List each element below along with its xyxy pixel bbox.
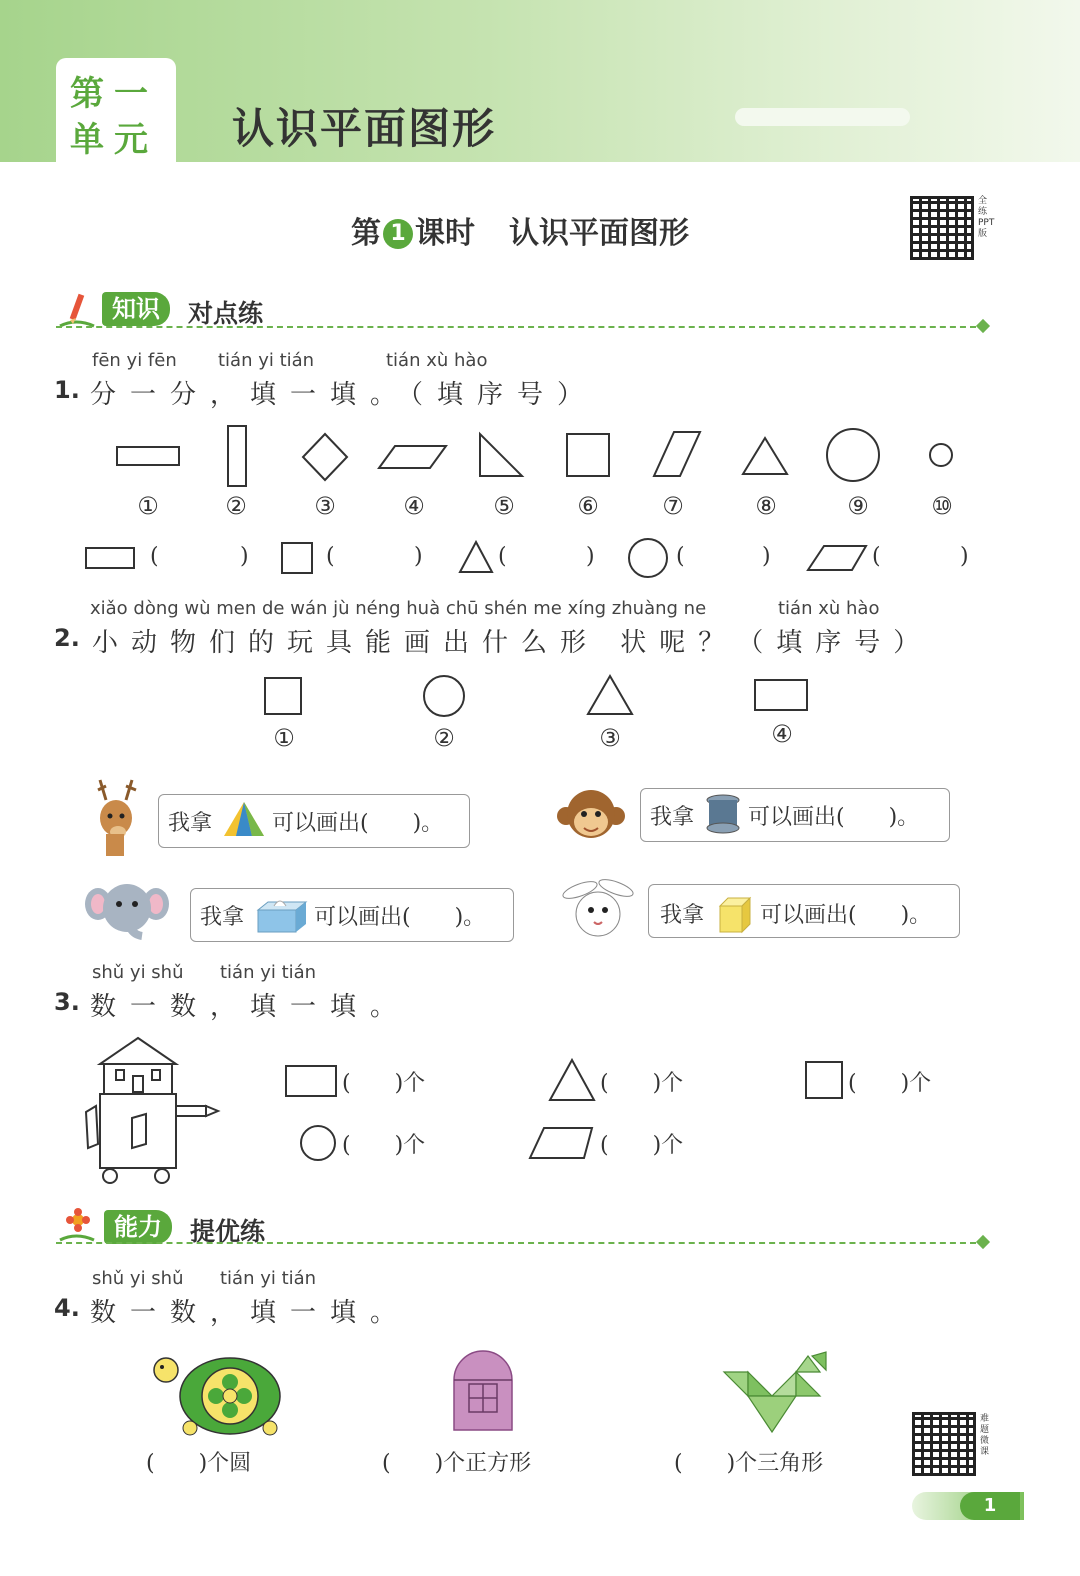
shape-5-triangle — [480, 434, 522, 476]
q3-rectangle-icon — [286, 1066, 336, 1096]
q1-blank-1-close[interactable]: ) — [240, 544, 249, 569]
q2-pinyin-1: xiǎo dòng wù men de wán jù néng huà chū shén me xíng zhuàng ne — [90, 598, 707, 619]
page-number: 1 — [960, 1492, 1020, 1520]
section-knowledge-text: 对点练 — [188, 299, 264, 328]
answer-square-icon — [282, 543, 312, 573]
pyramid-toy-icon — [222, 800, 266, 840]
cube-toy-icon — [716, 896, 754, 936]
q3-circle-icon — [301, 1126, 335, 1160]
q1-label-3: ③ — [314, 492, 336, 520]
q1-pinyin-1: fēn yi fēn — [92, 350, 177, 371]
q3-square-icon — [806, 1062, 842, 1098]
q1-blank-5-close[interactable]: ) — [960, 544, 969, 569]
flower-book-icon — [56, 1206, 100, 1246]
q3-pinyin-2: tián yi tián — [220, 962, 317, 983]
unit-label-line2: 单元 — [70, 120, 158, 160]
q1-blank-2-open: ( — [326, 544, 335, 569]
unit-label-line1: 第一 — [70, 74, 158, 114]
q1-pinyin-3: tián xù hào — [386, 350, 488, 371]
spool-toy-icon — [704, 794, 742, 834]
q1-label-2: ② — [225, 492, 247, 520]
section-knowledge-pill: 知识 — [102, 292, 170, 326]
qr-top-label: 全练PPT版 — [978, 196, 995, 239]
turtle-figure — [150, 1352, 284, 1438]
elephant-bubble-end[interactable]: 可以画出( )。 — [314, 905, 486, 930]
q1-number: 1. — [54, 376, 80, 404]
q2-circle — [424, 676, 464, 716]
q1-answer-shapes — [80, 532, 940, 582]
q4-blank-square[interactable]: ( )个正方形 — [382, 1451, 532, 1476]
shape-1-rectangle — [117, 447, 179, 465]
q1-blank-3-open: ( — [498, 544, 507, 569]
section-divider-2 — [56, 1242, 976, 1244]
q3-blank-parallelogram[interactable]: ( )个 — [600, 1133, 684, 1158]
q2-rectangle — [755, 680, 807, 710]
answer-circle-icon — [629, 539, 667, 577]
lesson-prefix: 第 — [351, 216, 381, 251]
shape-9-circle — [827, 429, 879, 481]
lesson-title — [0, 208, 1040, 252]
lesson-number: 1 — [383, 219, 413, 249]
q1-label-7: ⑦ — [662, 492, 684, 520]
unit-title: 认识平面图形 — [232, 104, 497, 153]
q1-blank-3-close[interactable]: ) — [586, 544, 595, 569]
rabbit-icon — [560, 874, 636, 944]
tissue-box-icon — [256, 896, 308, 936]
q2-shapes — [250, 668, 830, 724]
q1-label-8: ⑧ — [755, 492, 777, 520]
qr-code-bottom[interactable] — [912, 1412, 976, 1476]
q3-text: 数一数，填一填。 — [90, 992, 411, 1022]
q1-blank-4-open: ( — [676, 544, 685, 569]
q1-blank-2-close[interactable]: ) — [414, 544, 423, 569]
monkey-icon — [556, 786, 626, 848]
section-ability-pill: 能力 — [104, 1210, 172, 1244]
q1-pinyin-2: tián yi tián — [218, 350, 315, 371]
q3-triangle-icon — [550, 1060, 594, 1100]
monkey-bubble-end[interactable]: 可以画出( )。 — [748, 805, 920, 830]
q2-label-3: ③ — [599, 724, 621, 752]
section-divider — [56, 326, 976, 328]
shape-8-triangle — [743, 438, 787, 474]
q2-label-4: ④ — [771, 720, 793, 748]
q1-label-10: ⑩ — [931, 492, 953, 520]
q1-label-4: ④ — [403, 492, 425, 520]
q2-pinyin-2: tián xù hào — [778, 598, 880, 619]
rabbit-bubble-end[interactable]: 可以画出( )。 — [760, 903, 932, 928]
robot-figure — [82, 1036, 228, 1186]
q3-number: 3. — [54, 988, 80, 1016]
q2-text: 小动物们的玩具能画出什么形 状呢？（填序号） — [92, 628, 933, 658]
q3-blank-circle[interactable]: ( )个 — [342, 1133, 426, 1158]
shape-2-rectangle — [228, 426, 246, 486]
q1-blank-5-open: ( — [872, 544, 881, 569]
q4-text: 数一数，填一填。 — [90, 1298, 411, 1328]
header-decoration — [735, 108, 910, 126]
monkey-bubble-start: 我拿 — [650, 805, 695, 830]
elephant-icon — [84, 878, 172, 944]
q1-label-5: ⑤ — [493, 492, 515, 520]
q3-blank-rectangle[interactable]: ( )个 — [342, 1071, 426, 1096]
q2-triangle — [588, 676, 632, 714]
lesson-suffix: 课时 — [415, 216, 475, 251]
q1-label-9: ⑨ — [847, 492, 869, 520]
shape-7-parallelogram — [654, 432, 700, 476]
deer-bubble-start: 我拿 — [168, 811, 213, 836]
q1-text: 分一分，填一填。（填序号） — [90, 380, 598, 410]
q1-blank-1-open: ( — [150, 544, 159, 569]
q4-pinyin-2: tián yi tián — [220, 1268, 317, 1289]
q4-number: 4. — [54, 1294, 80, 1322]
q2-label-1: ① — [273, 724, 295, 752]
q3-blank-square[interactable]: ( )个 — [848, 1071, 932, 1096]
shape-10-circle — [930, 444, 952, 466]
section-ability-text: 提优练 — [190, 1217, 266, 1246]
answer-triangle-icon — [460, 542, 492, 572]
answer-rectangle-icon — [86, 548, 134, 568]
divider-end-icon — [976, 319, 990, 333]
q2-number: 2. — [54, 624, 80, 652]
q4-pinyin-1: shǔ yi shǔ — [92, 1268, 184, 1289]
tangram-bird-figure — [722, 1350, 832, 1436]
q1-blank-4-close[interactable]: ) — [762, 544, 771, 569]
q4-blank-circle[interactable]: ( )个圆 — [146, 1451, 252, 1476]
deer-bubble-end[interactable]: 可以画出( )。 — [272, 811, 444, 836]
q3-pinyin-1: shǔ yi shǔ — [92, 962, 184, 983]
q3-blank-triangle[interactable]: ( )个 — [600, 1071, 684, 1096]
q3-parallelogram-icon — [530, 1128, 592, 1158]
qr-code-top[interactable] — [910, 196, 974, 260]
qr-bottom-label: 难题微课 — [980, 1414, 990, 1457]
q1-label-6: ⑥ — [577, 492, 599, 520]
shape-3-square — [303, 434, 347, 480]
deer-icon — [88, 776, 154, 858]
divider-end-icon-2 — [976, 1235, 990, 1249]
q2-label-2: ② — [433, 724, 455, 752]
door-figure — [452, 1350, 514, 1432]
shape-4-parallelogram — [379, 446, 446, 468]
answer-parallelogram-icon — [808, 546, 866, 570]
rabbit-bubble-start: 我拿 — [660, 903, 705, 928]
q1-shapes — [100, 420, 1000, 490]
q1-label-1: ① — [137, 492, 159, 520]
elephant-bubble-start: 我拿 — [200, 905, 245, 930]
q2-square — [265, 678, 301, 714]
q4-blank-triangle[interactable]: ( )个三角形 — [674, 1451, 824, 1476]
shape-6-square — [567, 434, 609, 476]
lesson-name: 认识平面图形 — [509, 216, 689, 251]
